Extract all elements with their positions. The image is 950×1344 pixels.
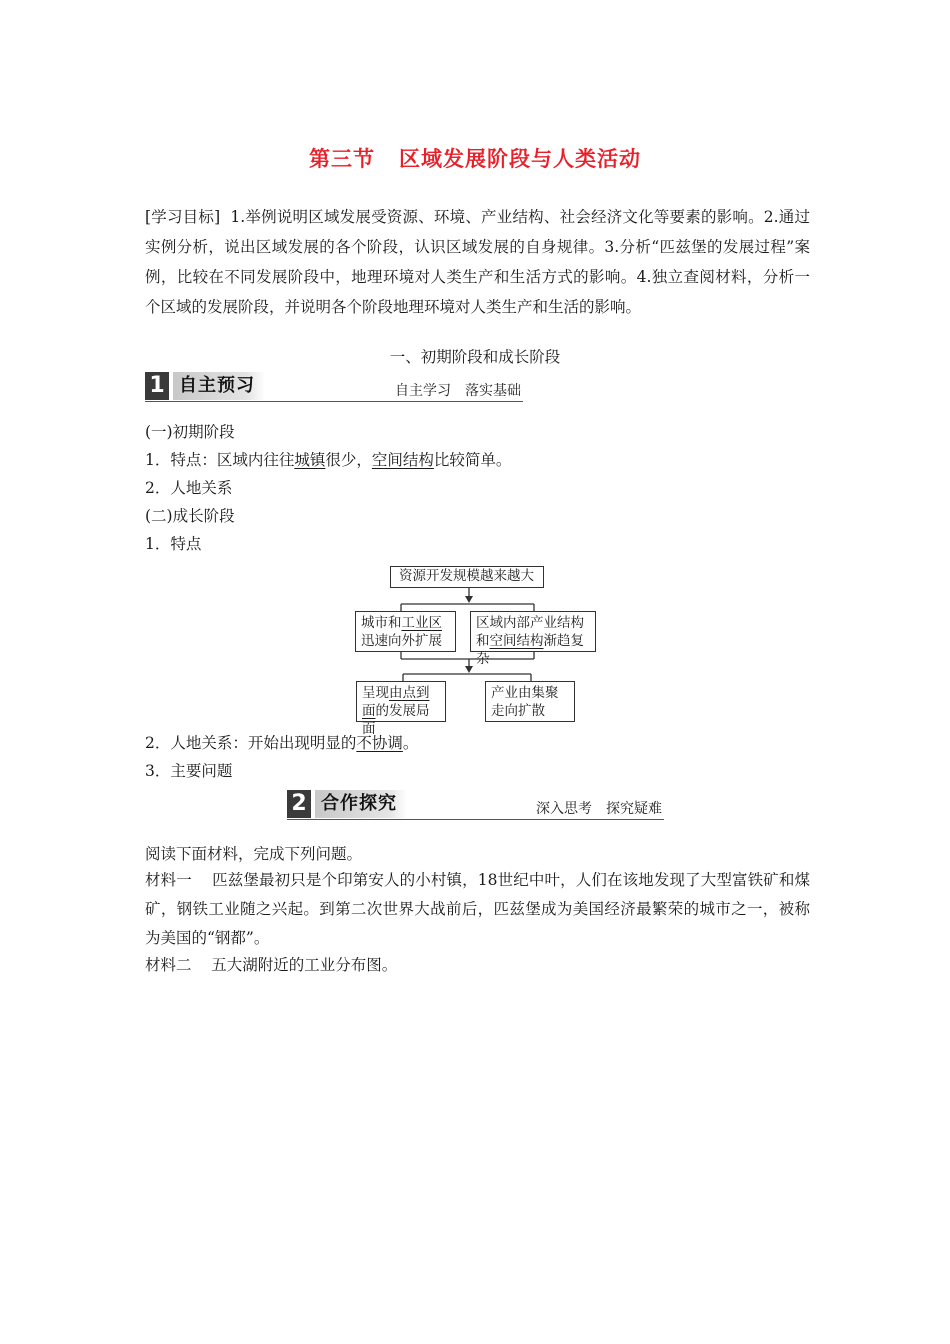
blank-answer: 空间结构 bbox=[489, 633, 544, 649]
material-one bbox=[145, 866, 810, 953]
section-number: 第三节 bbox=[309, 147, 375, 171]
banner-subtitle: 深入思考 探究疑难 bbox=[536, 801, 662, 817]
growth-stage-heading: (二)成长阶段 bbox=[145, 507, 235, 525]
material-two bbox=[145, 955, 397, 975]
banner-rule bbox=[145, 401, 523, 402]
text-fragment: 呈现 bbox=[362, 685, 389, 701]
cooperative-banner bbox=[287, 790, 664, 820]
objectives-text: 1.举例说明区域发展受资源、环境、产业结构、社会经济文化等要素的影响。2.通过实例分析，说出区域发展的各个阶段，认识区域发展的自身规律。3.分析“匹兹堡的发展过程”案例，比较在不同发展阶段中，地理环境对人类生产和生活方式的影响。4.独立查阅材料，分析一个区域的发展阶段，并说明各个阶段地理环境对人类生产和生活的影响。 bbox=[145, 208, 810, 316]
banner-number: 2 bbox=[287, 790, 311, 818]
arrow-head bbox=[465, 596, 473, 603]
flow-node-bottom-right: 产业由集聚走向扩散 bbox=[485, 681, 575, 722]
self-study-banner bbox=[145, 372, 523, 402]
initial-feature-line bbox=[145, 450, 511, 470]
flow-node-top: 资源开发规模越来越大 bbox=[390, 566, 544, 588]
material-text: 五大湖附近的工业分布图。 bbox=[211, 956, 398, 974]
text-fragment: 2．人地关系：开始出现明显的 bbox=[145, 734, 357, 752]
reading-intro: 阅读下面材料，完成下列问题。 bbox=[145, 845, 363, 863]
text-fragment: 。 bbox=[402, 734, 419, 752]
text-fragment: 很少， bbox=[325, 451, 372, 469]
flow-node-left bbox=[355, 611, 456, 652]
blank-answer: 由点到面 bbox=[362, 685, 430, 719]
flow-node-bottom-left bbox=[356, 681, 446, 737]
text-fragment: 的发展局面 bbox=[362, 703, 430, 737]
blank-answer: 不协调 bbox=[356, 734, 403, 752]
text-fragment: 迅速向外扩展 bbox=[361, 633, 442, 649]
material-label: 材料一 bbox=[145, 871, 192, 889]
blank-answer: 工业区 bbox=[401, 615, 442, 631]
initial-stage-heading: (一)初期阶段 bbox=[145, 423, 235, 441]
learning-objectives bbox=[145, 202, 810, 322]
banner-label: 合作探究 bbox=[315, 790, 407, 818]
growth-feature-line: 1．特点 bbox=[145, 535, 202, 553]
text-fragment: 1．特点：区域内往往 bbox=[145, 451, 295, 469]
banner-rule bbox=[287, 819, 664, 820]
blank-answer: 城镇 bbox=[294, 451, 326, 469]
section-title: 区域发展阶段与人类活动 bbox=[399, 147, 641, 171]
text-fragment: 区域内部产业结构和 bbox=[476, 615, 584, 649]
text-fragment: 比较简单。 bbox=[433, 451, 512, 469]
arrow-head bbox=[465, 666, 473, 673]
section-heading: 一、初期阶段和成长阶段 bbox=[389, 348, 561, 366]
material-text: 匹兹堡最初只是个印第安人的小村镇，18世纪中叶，人们在该地发现了大型富铁矿和煤矿，钢铁工业随之兴起。到第二次世界大战前后，匹兹堡成为美国经济最繁荣的城市之一，被称为美国的“钢都”。 bbox=[145, 871, 810, 947]
text-fragment: 渐趋复杂 bbox=[476, 633, 584, 667]
flow-node-right bbox=[470, 611, 596, 667]
growth-problem-line: 3．主要问题 bbox=[145, 762, 233, 780]
page-title bbox=[0, 143, 950, 173]
banner-label: 自主预习 bbox=[173, 372, 265, 400]
banner-number: 1 bbox=[145, 372, 169, 400]
objectives-label: [学习目标] bbox=[145, 208, 221, 226]
material-label: 材料二 bbox=[145, 956, 192, 974]
blank-answer: 空间结构 bbox=[371, 451, 434, 469]
initial-relation-line: 2．人地关系 bbox=[145, 479, 233, 497]
growth-relation-line bbox=[145, 733, 418, 753]
banner-subtitle: 自主学习 落实基础 bbox=[395, 383, 521, 399]
text-fragment: 城市和 bbox=[361, 615, 402, 631]
